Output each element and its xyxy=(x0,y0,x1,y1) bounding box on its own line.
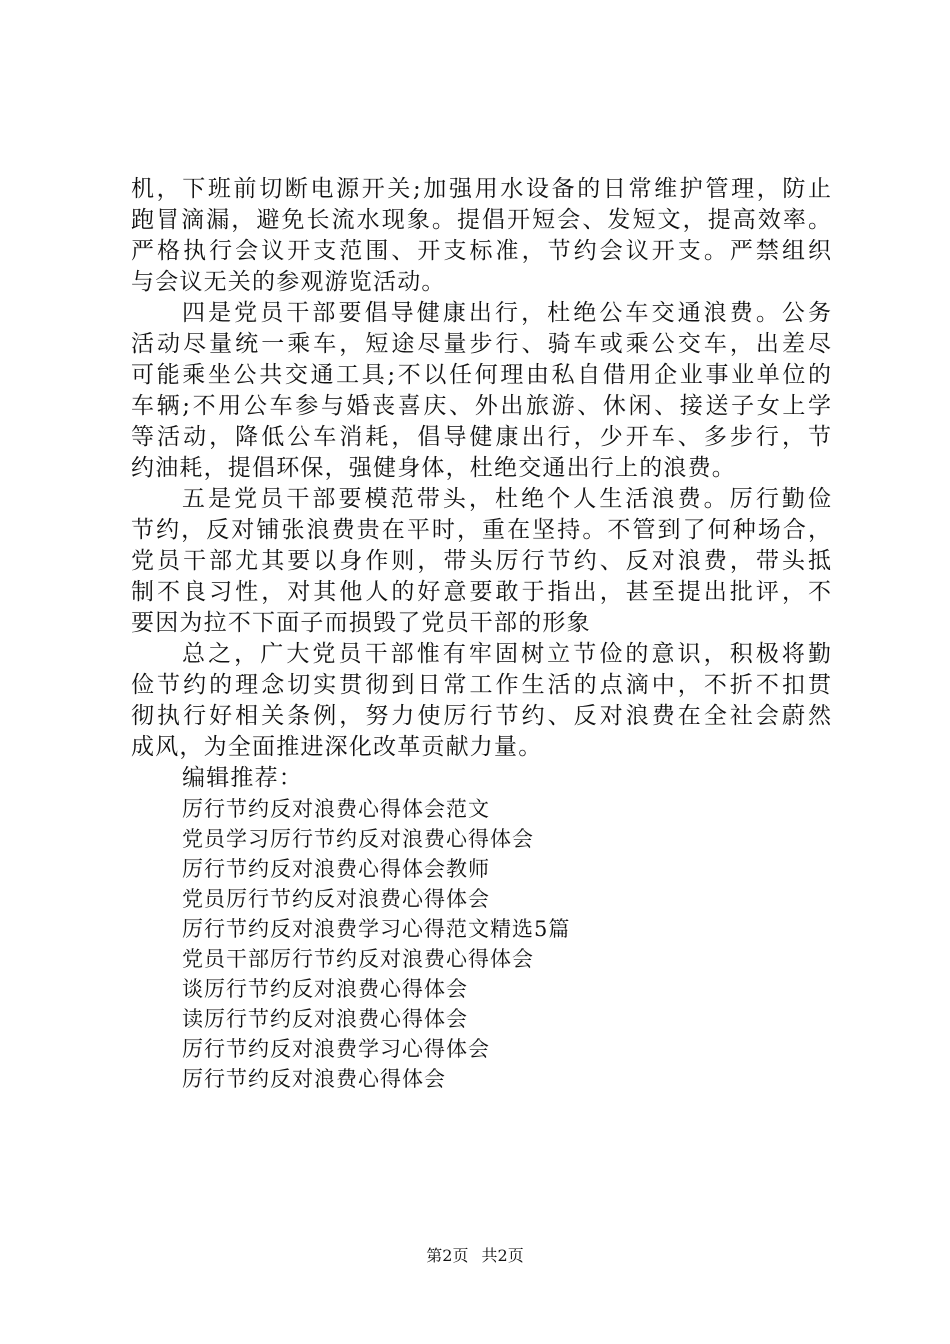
text-line: 约油耗，提倡环保，强健身体，杜绝交通出行上的浪费。 xyxy=(131,455,736,481)
recommendation-link[interactable]: 厉行节约反对浪费心得体会教师 xyxy=(182,857,490,881)
recommendation-link[interactable]: 党员厉行节约反对浪费心得体会 xyxy=(182,887,490,911)
text-line: 俭节约的理念切实贯彻到日常工作生活的点滴中，不折不扣贯 xyxy=(131,672,831,698)
recommendation-link[interactable]: 厉行节约反对浪费心得体会范文 xyxy=(182,797,490,821)
page-total: 共2页 xyxy=(481,1246,524,1265)
paragraph-start-line: 总之，广大党员干部惟有牢固树立节俭的意识，积极将勤 xyxy=(182,641,831,667)
recommendation-link[interactable]: 党员干部厉行节约反对浪费心得体会 xyxy=(182,947,534,971)
recommendation-link[interactable]: 厉行节约反对浪费心得体会 xyxy=(182,1067,446,1091)
recommendation-link[interactable]: 读厉行节约反对浪费心得体会 xyxy=(182,1007,468,1031)
text-line: 车辆;不用公车参与婚丧喜庆、外出旅游、休闲、接送子女上学 xyxy=(131,393,831,419)
text-line: 节约，反对铺张浪费贵在平时，重在坚持。不管到了何种场合， xyxy=(131,517,831,543)
text-line: 要因为拉不下面子而损毁了党员干部的形象 xyxy=(131,610,591,636)
text-line: 可能乘坐公共交通工具;不以任何理由私自借用企业事业单位的 xyxy=(131,362,831,388)
text-line: 活动尽量统一乘车，短途尽量步行、骑车或乘公交车，出差尽 xyxy=(131,331,831,357)
recommendations-heading: 编辑推荐： xyxy=(182,765,303,791)
text-line: 机，下班前切断电源开关;加强用水设备的日常维护管理，防止 xyxy=(131,176,831,202)
recommendation-link[interactable]: 厉行节约反对浪费学习心得范文精选5篇 xyxy=(182,917,571,941)
text-line: 制不良习性，对其他人的好意要敢于指出，甚至提出批评，不 xyxy=(131,579,831,605)
text-line: 彻执行好相关条例，努力使厉行节约、反对浪费在全社会蔚然 xyxy=(131,703,831,729)
page-number: 第2页 xyxy=(426,1246,469,1265)
text-line: 党员干部尤其要以身作则，带头厉行节约、反对浪费，带头抵 xyxy=(131,548,831,574)
text-line: 成风，为全面推进深化改革贡献力量。 xyxy=(131,734,543,760)
recommendations-list xyxy=(131,794,831,1094)
body-text xyxy=(131,174,831,1094)
page-footer xyxy=(0,1243,950,1266)
text-line: 跑冒滴漏，避免长流水现象。提倡开短会、发短文，提高效率。 xyxy=(131,207,831,233)
paragraph-start-line: 五是党员干部要模范带头，杜绝个人生活浪费。厉行勤俭 xyxy=(182,486,831,512)
text-line: 等活动，降低公车消耗，倡导健康出行，少开车、多步行，节 xyxy=(131,424,831,450)
recommendation-link[interactable]: 党员学习厉行节约反对浪费心得体会 xyxy=(182,827,534,851)
recommendation-link[interactable]: 谈厉行节约反对浪费心得体会 xyxy=(182,977,468,1001)
paragraph-start-line: 四是党员干部要倡导健康出行，杜绝公车交通浪费。公务 xyxy=(182,300,831,326)
text-line: 与会议无关的参观游览活动。 xyxy=(131,269,446,295)
recommendation-link[interactable]: 厉行节约反对浪费学习心得体会 xyxy=(182,1037,490,1061)
text-line: 严格执行会议开支范围、开支标准，节约会议开支。严禁组织 xyxy=(131,238,831,264)
